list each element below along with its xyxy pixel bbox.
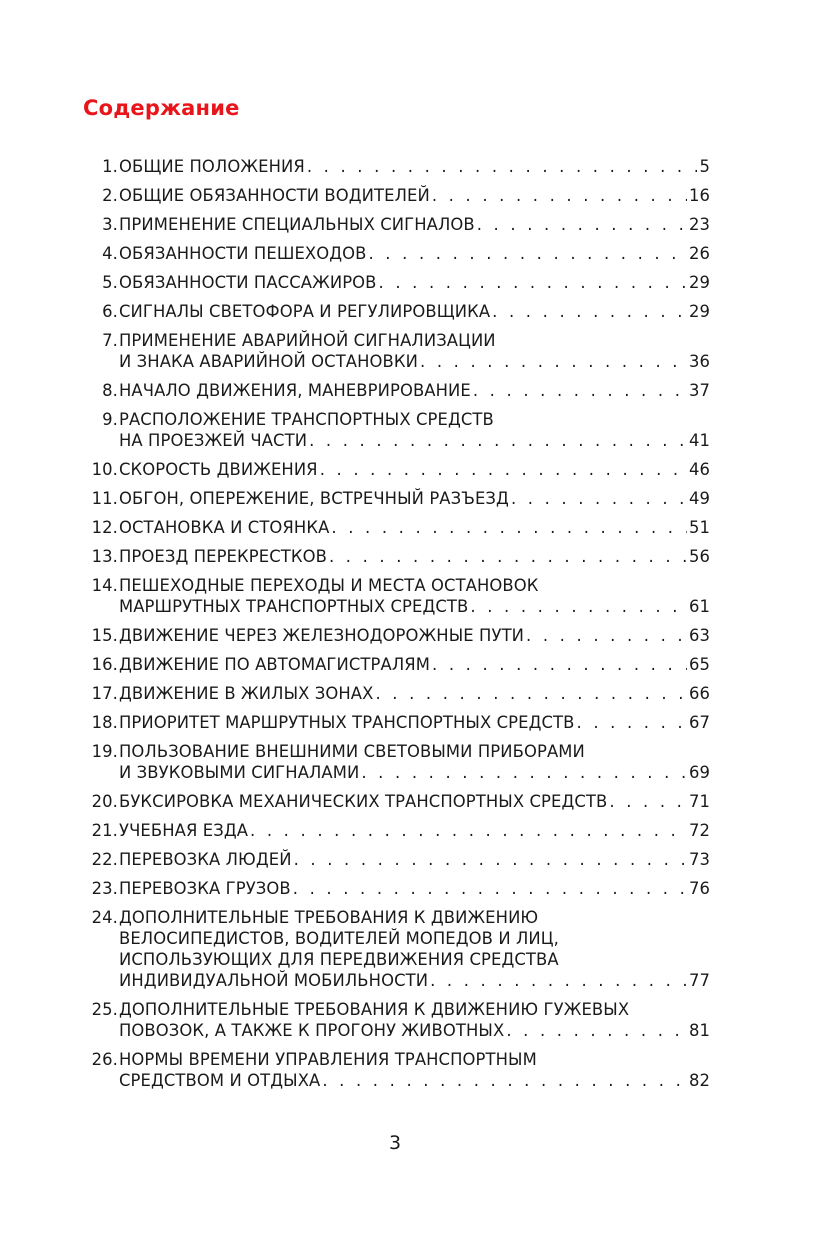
- toc-entry-number: 11.: [91, 489, 118, 508]
- toc-entry-last-line: [119, 712, 710, 733]
- toc-entry[interactable]: [80, 741, 710, 783]
- toc-entry-last-line: [119, 156, 710, 177]
- dot-leader: [293, 878, 687, 899]
- toc-entry-title-line: ПРОЕЗД ПЕРЕКРЕСТКОВ: [119, 547, 327, 566]
- toc-entry-title-line: ДВИЖЕНИЕ ПО АВТОМАГИСТРАЛЯМ: [119, 655, 431, 674]
- toc-entry[interactable]: [80, 820, 710, 841]
- toc-entry[interactable]: [80, 625, 710, 646]
- toc-entry-page: 51: [688, 518, 710, 537]
- toc-entry[interactable]: [80, 878, 710, 899]
- toc-entry-number: 18.: [91, 713, 118, 732]
- toc-entry-body: [119, 380, 710, 401]
- toc-entry-title-line: И ЗВУКОВЫМИ СИГНАЛАМИ: [119, 763, 360, 782]
- toc-entry[interactable]: [80, 654, 710, 675]
- toc-entry-page: 81: [688, 1021, 710, 1040]
- dot-leader: [320, 459, 687, 480]
- toc-entry-page: 41: [688, 431, 710, 450]
- toc-entry[interactable]: [80, 380, 710, 401]
- dot-leader: [420, 351, 687, 372]
- toc-entry[interactable]: [80, 683, 710, 704]
- toc-entry-number: 15.: [91, 626, 118, 645]
- dot-leader: [329, 546, 687, 567]
- toc-entry-last-line: [119, 459, 710, 480]
- dot-leader: [473, 380, 687, 401]
- toc-entry-page: 29: [688, 302, 710, 321]
- toc-entry-number: 1.: [102, 157, 118, 176]
- toc-entry-title-line: ДОПОЛНИТЕЛЬНЫЕ ТРЕБОВАНИЯ К ДВИЖЕНИЮ: [119, 908, 539, 927]
- toc-entry-body: [119, 546, 710, 567]
- toc-entry-last-line: [119, 546, 710, 567]
- dot-leader: [430, 970, 687, 991]
- toc-entry-body: [119, 683, 710, 704]
- toc-entry[interactable]: [80, 791, 710, 812]
- dot-leader: [375, 683, 686, 704]
- page-title: Содержание: [83, 96, 240, 120]
- toc-entry-last-line: [119, 185, 710, 206]
- toc-entry-title-line: ПОЛЬЗОВАНИЕ ВНЕШНИМИ СВЕТОВЫМИ ПРИБОРАМИ: [119, 742, 585, 761]
- toc-entry-last-line: [119, 1070, 710, 1091]
- dot-leader: [432, 185, 687, 206]
- toc-entry-title-line: ОБГОН, ОПЕРЕЖЕНИЕ, ВСТРЕЧНЫЙ РАЗЪЕЗД: [119, 489, 509, 508]
- toc-entry[interactable]: [80, 243, 710, 264]
- toc-entry-title-line: ИСПОЛЬЗУЮЩИХ ДЛЯ ПЕРЕДВИЖЕНИЯ СРЕДСТВА: [119, 950, 559, 969]
- toc-entry-page: 69: [688, 763, 710, 782]
- toc-entry[interactable]: [80, 575, 710, 617]
- toc-entry-page: 67: [688, 713, 710, 732]
- dot-leader: [470, 596, 687, 617]
- dot-leader: [250, 820, 687, 841]
- toc-entry-body: [119, 654, 710, 675]
- toc-entry-number: 10.: [91, 460, 118, 479]
- toc-entry-number: 6.: [102, 302, 118, 321]
- toc-entry[interactable]: [80, 156, 710, 177]
- dot-leader: [322, 1070, 687, 1091]
- toc-entry-number: 5.: [102, 273, 118, 292]
- table-of-contents: [80, 156, 710, 1091]
- toc-entry-last-line: [119, 488, 710, 509]
- toc-entry[interactable]: [80, 849, 710, 870]
- toc-entry-body: [119, 712, 710, 733]
- dot-leader: [609, 791, 687, 812]
- toc-entry-body: [119, 459, 710, 480]
- toc-entry-page: 16: [688, 186, 710, 205]
- toc-entry-last-line: [119, 243, 710, 264]
- toc-entry-last-line: [119, 878, 710, 899]
- toc-entry-title-line: БУКСИРОВКА МЕХАНИЧЕСКИХ ТРАНСПОРТНЫХ СРЕДСТВ: [119, 792, 608, 811]
- dot-leader: [379, 272, 687, 293]
- toc-entry-last-line: [119, 214, 710, 235]
- dot-leader: [577, 712, 687, 733]
- dot-leader: [492, 301, 687, 322]
- toc-entry-body: [119, 878, 710, 899]
- dot-leader: [511, 488, 687, 509]
- toc-entry-number: 25.: [91, 1000, 118, 1019]
- toc-entry-title-line: ПРИМЕНЕНИЕ СПЕЦИАЛЬНЫХ СИГНАЛОВ: [119, 215, 475, 234]
- toc-entry[interactable]: [80, 907, 710, 991]
- toc-entry-page: 66: [688, 684, 710, 703]
- toc-entry-title-line: СКОРОСТЬ ДВИЖЕНИЯ: [119, 460, 318, 479]
- toc-entry-number: 9.: [102, 410, 118, 429]
- toc-entry-body: [119, 820, 710, 841]
- toc-entry-title-line: ПЕРЕВОЗКА ГРУЗОВ: [119, 879, 291, 898]
- dot-leader: [309, 430, 687, 451]
- toc-entry[interactable]: [80, 330, 710, 372]
- toc-entry-number: 16.: [91, 655, 118, 674]
- toc-entry-number: 22.: [91, 850, 118, 869]
- toc-entry-body: [119, 999, 710, 1041]
- toc-entry-number: 14.: [91, 576, 118, 595]
- dot-leader: [477, 214, 687, 235]
- toc-entry-page: 26: [688, 244, 710, 263]
- toc-entry-title-line: ОСТАНОВКА И СТОЯНКА: [119, 518, 330, 537]
- toc-entry-page: 46: [688, 460, 710, 479]
- toc-entry-last-line: [119, 272, 710, 293]
- toc-entry[interactable]: [80, 517, 710, 538]
- toc-entry-title-line: НА ПРОЕЗЖЕЙ ЧАСТИ: [119, 431, 308, 450]
- dot-leader: [432, 654, 687, 675]
- toc-entry-last-line: [119, 517, 710, 538]
- toc-entry-body: [119, 625, 710, 646]
- toc-entry-last-line: [119, 1020, 710, 1041]
- dot-leader: [331, 517, 687, 538]
- toc-entry-title-line: ОБЩИЕ ОБЯЗАННОСТИ ВОДИТЕЛЕЙ: [119, 186, 430, 205]
- toc-entry-body: [119, 330, 710, 372]
- toc-entry-title-line: НАЧАЛО ДВИЖЕНИЯ, МАНЕВРИРОВАНИЕ: [119, 381, 471, 400]
- toc-entry-title-line: РАСПОЛОЖЕНИЕ ТРАНСПОРТНЫХ СРЕДСТВ: [119, 410, 494, 429]
- toc-entry-page: 77: [688, 971, 710, 990]
- toc-entry-title-line: ПРИОРИТЕТ МАРШРУТНЫХ ТРАНСПОРТНЫХ СРЕДСТВ: [119, 713, 575, 732]
- toc-entry-title-line: ДВИЖЕНИЕ В ЖИЛЫХ ЗОНАХ: [119, 684, 374, 703]
- toc-entry-title-line: ОБЯЗАННОСТИ ПЕШЕХОДОВ: [119, 244, 367, 263]
- dot-leader: [506, 1020, 687, 1041]
- toc-entry-title-line: ОБЩИЕ ПОЛОЖЕНИЯ: [119, 157, 305, 176]
- toc-entry[interactable]: [80, 185, 710, 206]
- toc-entry-page: 73: [688, 850, 710, 869]
- toc-entry-number: 21.: [91, 821, 118, 840]
- toc-entry[interactable]: [80, 488, 710, 509]
- toc-entry-page: 61: [688, 597, 710, 616]
- toc-entry-body: [119, 488, 710, 509]
- dot-leader: [368, 243, 686, 264]
- dot-leader: [361, 762, 687, 783]
- toc-entry-last-line: [119, 970, 710, 991]
- toc-entry-title-line: УЧЕБНАЯ ЕЗДА: [119, 821, 249, 840]
- toc-entry[interactable]: [80, 214, 710, 235]
- toc-entry-last-line: [119, 791, 710, 812]
- toc-entry-title-line: ВЕЛОСИПЕДИСТОВ, ВОДИТЕЛЕЙ МОПЕДОВ И ЛИЦ,: [119, 929, 559, 948]
- dot-leader: [526, 625, 687, 646]
- toc-entry-body: [119, 575, 710, 617]
- toc-entry-page: 49: [688, 489, 710, 508]
- toc-entry-page: 76: [688, 879, 710, 898]
- page-number: 3: [388, 1132, 402, 1154]
- toc-entry-title-line: ИНДИВИДУАЛЬНОЙ МОБИЛЬНОСТИ: [119, 971, 429, 990]
- toc-entry-page: 29: [688, 273, 710, 292]
- toc-entry-number: 17.: [91, 684, 118, 703]
- toc-entry-last-line: [119, 762, 710, 783]
- toc-entry-title-line: ПРИМЕНЕНИЕ АВАРИЙНОЙ СИГНАЛИЗАЦИИ: [119, 331, 496, 350]
- toc-entry-last-line: [119, 683, 710, 704]
- toc-entry-number: 19.: [91, 742, 118, 761]
- toc-entry-page: 71: [688, 792, 710, 811]
- toc-entry-title-line: И ЗНАКА АВАРИЙНОЙ ОСТАНОВКИ: [119, 352, 418, 371]
- toc-entry-body: [119, 409, 710, 451]
- toc-entry-last-line: [119, 625, 710, 646]
- toc-entry-number: 24.: [91, 908, 118, 927]
- toc-entry-page: 56: [688, 547, 710, 566]
- toc-entry-title-line: НОРМЫ ВРЕМЕНИ УПРАВЛЕНИЯ ТРАНСПОРТНЫМ: [119, 1050, 537, 1069]
- toc-entry-page: 5: [699, 157, 710, 176]
- toc-entry-page: 63: [688, 626, 710, 645]
- toc-entry-page: 23: [688, 215, 710, 234]
- toc-entry-body: [119, 156, 710, 177]
- toc-entry-last-line: [119, 849, 710, 870]
- toc-entry[interactable]: [80, 999, 710, 1041]
- toc-entry-number: 8.: [102, 381, 118, 400]
- toc-entry-last-line: [119, 351, 710, 372]
- toc-entry[interactable]: [80, 459, 710, 480]
- toc-entry-body: [119, 741, 710, 783]
- toc-entry-body: [119, 243, 710, 264]
- toc-entry[interactable]: [80, 546, 710, 567]
- toc-entry-last-line: [119, 301, 710, 322]
- toc-entry[interactable]: [80, 301, 710, 322]
- toc-entry-page: 72: [688, 821, 710, 840]
- toc-entry-page: 82: [688, 1071, 710, 1090]
- toc-entry-title-line: ПОВОЗОК, А ТАКЖЕ К ПРОГОНУ ЖИВОТНЫХ: [119, 1021, 505, 1040]
- toc-entry-title-line: МАРШРУТНЫХ ТРАНСПОРТНЫХ СРЕДСТВ: [119, 597, 469, 616]
- toc-entry-title-line: ДВИЖЕНИЕ ЧЕРЕЗ ЖЕЛЕЗНОДОРОЖНЫЕ ПУТИ: [119, 626, 525, 645]
- toc-entry[interactable]: [80, 272, 710, 293]
- toc-entry[interactable]: [80, 1049, 710, 1091]
- toc-entry-body: [119, 791, 710, 812]
- toc-entry-title-line: СИГНАЛЫ СВЕТОФОРА И РЕГУЛИРОВЩИКА: [119, 302, 491, 321]
- toc-entry-title-line: ОБЯЗАННОСТИ ПАССАЖИРОВ: [119, 273, 377, 292]
- toc-entry-number: 3.: [102, 215, 118, 234]
- toc-entry-title-line: ПЕШЕХОДНЫЕ ПЕРЕХОДЫ И МЕСТА ОСТАНОВОК: [119, 576, 539, 595]
- toc-entry-title-line: ПЕРЕВОЗКА ЛЮДЕЙ: [119, 850, 292, 869]
- toc-entry-page: 37: [688, 381, 710, 400]
- toc-entry-body: [119, 907, 710, 991]
- toc-entry-body: [119, 272, 710, 293]
- toc-entry[interactable]: [80, 712, 710, 733]
- toc-entry-last-line: [119, 380, 710, 401]
- toc-entry-number: 26.: [91, 1050, 118, 1069]
- toc-entry-body: [119, 1049, 710, 1091]
- toc-entry-page: 65: [688, 655, 710, 674]
- toc-entry-page: 36: [688, 352, 710, 371]
- toc-entry-last-line: [119, 596, 710, 617]
- toc-entry-last-line: [119, 430, 710, 451]
- dot-leader: [294, 849, 687, 870]
- toc-entry-number: 23.: [91, 879, 118, 898]
- toc-entry-title-line: СРЕДСТВОМ И ОТДЫХА: [119, 1071, 321, 1090]
- toc-entry-last-line: [119, 654, 710, 675]
- toc-entry-number: 12.: [91, 518, 118, 537]
- toc-entry-body: [119, 185, 710, 206]
- toc-entry-number: 4.: [102, 244, 118, 263]
- toc-entry-last-line: [119, 820, 710, 841]
- toc-entry-number: 2.: [102, 186, 118, 205]
- toc-entry-body: [119, 517, 710, 538]
- toc-entry-body: [119, 849, 710, 870]
- toc-entry-title-line: ДОПОЛНИТЕЛЬНЫЕ ТРЕБОВАНИЯ К ДВИЖЕНИЮ ГУЖЕВЫХ: [119, 1000, 630, 1019]
- toc-entry-body: [119, 214, 710, 235]
- dot-leader: [307, 156, 698, 177]
- toc-entry-body: [119, 301, 710, 322]
- toc-entry-number: 7.: [102, 331, 118, 350]
- toc-entry-number: 20.: [91, 792, 118, 811]
- toc-entry-number: 13.: [91, 547, 118, 566]
- toc-entry[interactable]: [80, 409, 710, 451]
